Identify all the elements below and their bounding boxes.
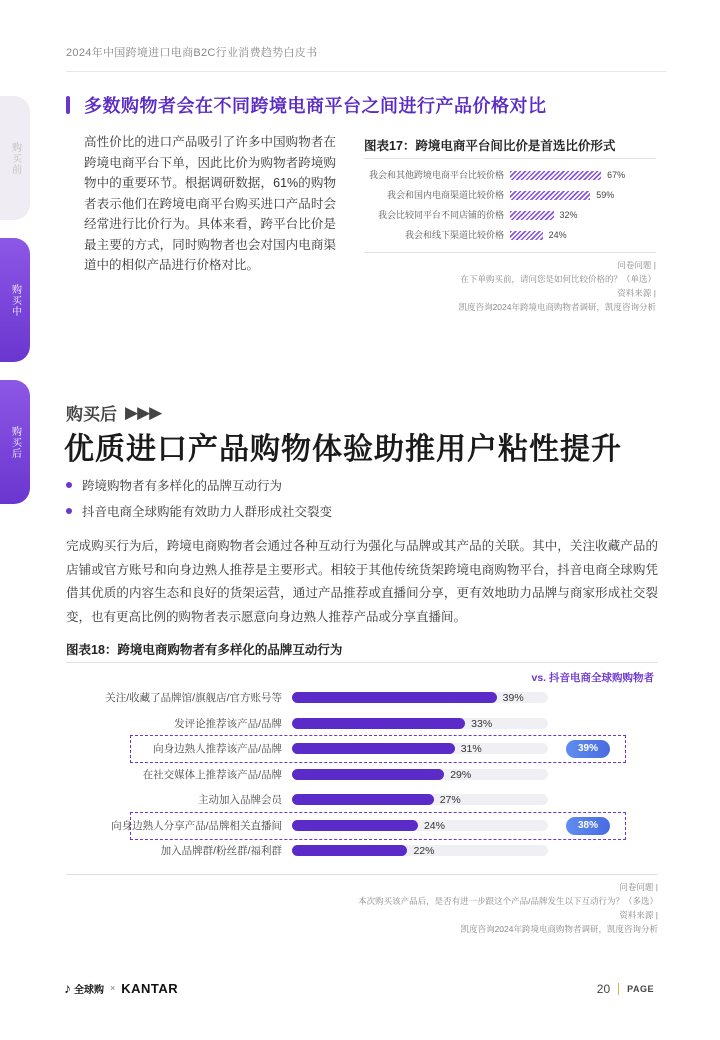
- fig18-row: [66, 816, 666, 836]
- section2-tag: [66, 400, 161, 425]
- fig18-row: [66, 765, 666, 785]
- fig18-value-label: 39%: [502, 692, 524, 704]
- bullet-item: [66, 498, 332, 524]
- fig18-douyin-value-pill: 39%: [566, 740, 610, 758]
- side-tab-before-purchase[interactable]: 购买前: [0, 96, 30, 220]
- fig18-bar: [292, 845, 407, 856]
- source-line: 凯度咨询2024年跨境电商购物者调研，凯度咨询分析: [460, 924, 658, 934]
- fig18-row: [66, 714, 666, 734]
- section1-title: 多数购物者会在不同跨境电商平台之间进行产品价格对比: [84, 96, 547, 116]
- douyin-logo-text: 全球购: [74, 984, 104, 996]
- fig18-row: [66, 739, 666, 759]
- fig17-value-label: 67%: [607, 170, 626, 180]
- figure17-title: 图表17：跨境电商平台间比价是首选比价形式: [364, 139, 616, 153]
- fig18-category-label: 向身边熟人分享产品/品牌相关直播间: [111, 819, 282, 832]
- fig18-category-label: 发评论推荐该产品/品牌: [174, 717, 282, 730]
- page-word: PAGE: [627, 984, 654, 994]
- fig18-category-label: 在社交媒体上推荐该产品/品牌: [142, 768, 282, 781]
- fig18-value-label: 31%: [460, 743, 482, 755]
- fig17-category-label: 我会和线下渠道比较价格: [404, 230, 504, 240]
- logo-separator: ×: [110, 983, 116, 993]
- section2-tag-label: 购买后: [66, 405, 117, 424]
- fig18-value-label: 22%: [413, 845, 435, 857]
- side-tabs: [0, 96, 32, 516]
- section2-title: 优质进口产品购物体验助推用户粘性提升: [64, 433, 622, 466]
- fig17-value-label: 24%: [548, 230, 567, 240]
- side-tab-after-purchase[interactable]: 购买后: [0, 380, 30, 504]
- fig17-category-label: 我会比较同平台不同店铺的价格: [377, 210, 504, 220]
- fig18-row: [66, 790, 666, 810]
- fig18-category-label: 关注/收藏了品牌馆/旗舰店/官方账号等: [105, 692, 282, 704]
- figure18-source: [300, 880, 658, 936]
- figure17-source: [364, 258, 656, 314]
- section1-paragraph: 高性价比的进口产品吸引了许多中国购物者在跨境电商平台下单，因此比价为购物者跨境购物中的重要环节。根据调研数据，61%的购物者表示他们在跨境电商平台购买进口产品时会经常进行比价行为。具体来看，跨平台比价是最主要的方式，同时购物者也会对国内电商渠道中的相似产品进行价格对比。: [84, 135, 336, 272]
- source-line: 凯度咨询2024年跨境电商购物者调研，凯度咨询分析: [458, 302, 656, 312]
- fig17-value-label: 32%: [559, 210, 578, 220]
- fig17-bar: [510, 171, 601, 180]
- bullet-list: [66, 472, 332, 524]
- fig18-bar: [292, 692, 497, 703]
- bullet-text: 跨境购物者有多样化的品牌互动行为: [82, 479, 283, 493]
- page-separator: [618, 983, 619, 995]
- fig17-value-label: 59%: [596, 190, 615, 200]
- page-header: [66, 44, 666, 72]
- fig17-category-label: 我会和国内电商渠道比较价格: [386, 190, 504, 200]
- source-line: 资料来源 |: [617, 288, 656, 298]
- fig17-bar: [510, 231, 543, 240]
- fig17-bar: [510, 191, 590, 200]
- fig18-douyin-value-pill: 38%: [566, 817, 610, 835]
- side-tab-during-purchase[interactable]: 购买中: [0, 238, 30, 362]
- douyin-note-icon: ♪: [64, 980, 71, 996]
- bullet-item: [66, 472, 332, 498]
- source-line: 问卷问题 |: [617, 260, 656, 270]
- fig18-bar: [292, 769, 444, 780]
- fig18-bar: [292, 794, 434, 805]
- fig18-category-label: 加入品牌群/粉丝群/福利群: [160, 845, 282, 857]
- figure18-chart: [66, 688, 666, 870]
- source-line: 问卷问题 |: [619, 882, 658, 892]
- fig18-bar: [292, 718, 465, 729]
- figure18-title: 图表18：跨境电商购物者有多样化的品牌互动行为: [66, 643, 343, 657]
- fig18-value-label: 27%: [439, 794, 461, 806]
- fig18-category-label: 主动加入品牌会员: [198, 794, 282, 806]
- douyin-global-logo: [64, 980, 104, 996]
- fig18-category-label: 向身边熟人推荐该产品/品牌: [153, 743, 282, 755]
- section1-heading: [66, 94, 547, 116]
- source-line: 资料来源 |: [619, 910, 658, 920]
- bullet-dot-icon: [66, 482, 72, 488]
- source-line: 本次购买该产品后，是否有进一步跟这个产品/品牌发生以下互动行为？（多选）: [358, 896, 658, 906]
- fig18-value-label: 33%: [471, 717, 493, 730]
- figure18-divider-bottom: [66, 874, 658, 875]
- figure18-comparison-label: vs. 抖音电商全球购购物者: [531, 672, 654, 684]
- fig18-value-label: 24%: [423, 819, 445, 832]
- bullet-dot-icon: [66, 508, 72, 514]
- fig17-row: [364, 208, 664, 222]
- heading-accent-bar: [66, 96, 70, 114]
- bullet-text: 抖音电商全球购能有效助力人群形成社交裂变: [82, 505, 333, 519]
- fig18-value-label: 29%: [450, 768, 472, 781]
- fig17-row: [364, 228, 664, 242]
- page-number: 20: [596, 982, 611, 996]
- section2-paragraph: 完成购买行为后，跨境电商购物者会通过各种互动行为强化与品牌或其产品的关联。其中，关注收藏产品的店铺或官方账号和向身边熟人推荐是主要形式。相较于其他传统货架跨境电商购物平台，抖音电商全球购凭借其优质的内容生态和良好的货架运营，通过产品推荐或直播间分享，更有效地助力品牌与商家形成社交裂变，也有更高比例的购物者表示愿意向身边熟人推荐产品或分享直播间。: [66, 539, 658, 624]
- fig18-bar: [292, 820, 418, 831]
- fig17-category-label: 我会和其他跨境电商平台比较价格: [368, 170, 504, 180]
- document-title: 2024年中国跨境进口电商B2C行业消费趋势白皮书: [66, 47, 318, 59]
- kantar-logo: KANTAR: [121, 980, 179, 996]
- footer-logos: [64, 980, 178, 996]
- fig17-bar: [510, 211, 554, 220]
- figure17-divider-bottom: [364, 252, 656, 253]
- figure18-divider: [66, 662, 658, 663]
- source-line: 在下单购买前，请问您是如何比较价格的？（单选）: [460, 274, 656, 284]
- triple-arrow-icon: ▶▶▶: [125, 402, 162, 422]
- fig17-row: [364, 168, 664, 182]
- figure17-divider: [364, 158, 656, 159]
- fig18-row: [66, 841, 666, 861]
- fig17-row: [364, 188, 664, 202]
- fig18-bar: [292, 743, 455, 754]
- page-indicator: [597, 982, 654, 996]
- fig18-row: [66, 688, 666, 708]
